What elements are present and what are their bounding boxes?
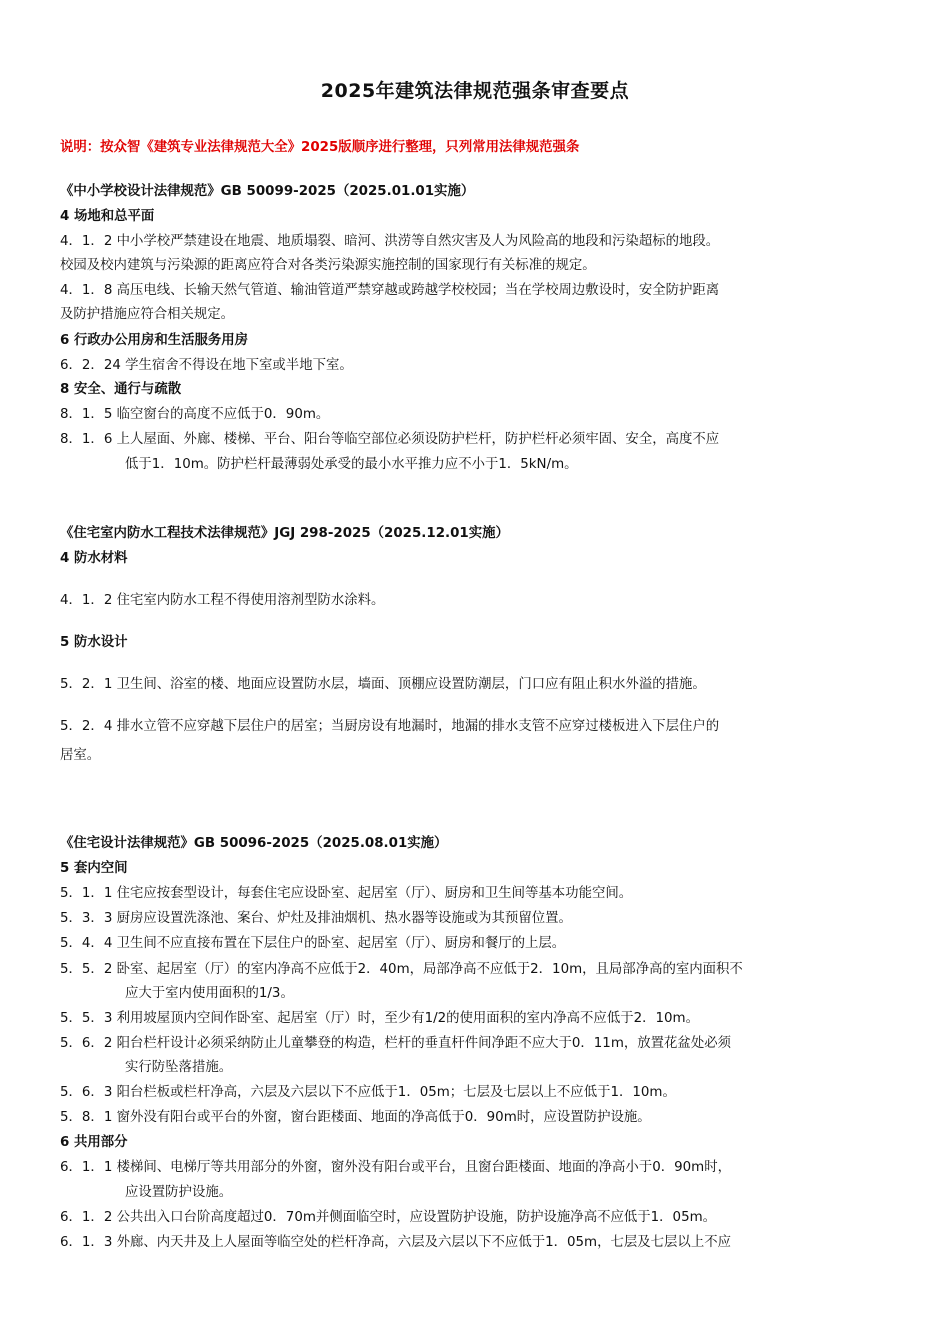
clause-line: 4．1．2 住宅室内防水工程不得使用溶剂型防水涂料。 <box>60 593 385 608</box>
clause-line: 4．1．2 中小学校严禁建设在地震、地质塌裂、暗河、洪涝等自然灾害及人为风险高的地段和污染超标的地段。 <box>60 234 720 249</box>
section-heading: 6 行政办公用房和生活服务用房 <box>60 333 249 348</box>
clause-continuation: 应设置防护设施。 <box>125 1185 233 1200</box>
clause-line: 6．1．2 公共出入口台阶高度超过0．70m并侧面临空时，应设置防护设施，防护设施净高不应低于1．05m。 <box>60 1210 717 1225</box>
clause-line: 居室。 <box>60 748 101 763</box>
standard-header: 《住宅室内防水工程技术法律规范》JGJ 298-2025（2025.12.01实施） <box>60 526 509 541</box>
clause-continuation: 实行防坠落措施。 <box>125 1060 233 1075</box>
clause-line: 5．6．2 阳台栏杆设计必须采纳防止儿童攀登的构造，栏杆的垂直杆件间净距不应大于0．11m，放置花盆处必须 <box>60 1036 731 1051</box>
clause-continuation: 应大于室内使用面积的1/3。 <box>125 986 294 1001</box>
clause-line: 5．4．4 卫生间不应直接布置在下层住户的卧室、起居室（厅）、厨房和餐厅的上层。 <box>60 936 566 951</box>
clause-line: 6．1．1 楼梯间、电梯厅等共用部分的外窗，窗外没有阳台或平台，且窗台距楼面、地面的净高小于0．90m时， <box>60 1160 731 1175</box>
clause-line: 及防护措施应符合相关规定。 <box>60 307 235 322</box>
clause-line: 6．2．24 学生宿舍不得设在地下室或半地下室。 <box>60 358 353 373</box>
standard-header: 《中小学校设计法律规范》GB 50099-2025（2025.01.01实施） <box>60 184 475 199</box>
section-heading: 5 防水设计 <box>60 635 128 650</box>
clause-line: 5．8．1 窗外没有阳台或平台的外窗，窗台距楼面、地面的净高低于0．90m时，应设置防护设施。 <box>60 1110 651 1125</box>
clause-line: 5．3．3 厨房应设置洗涤池、案台、炉灶及排油烟机、热水器等设施或为其预留位置。 <box>60 911 572 926</box>
clause-line: 6．1．3 外廊、内天井及上人屋面等临空处的栏杆净高，六层及六层以下不应低于1．05m，七层及七层以上不应 <box>60 1235 731 1250</box>
clause-line: 5．1．1 住宅应按套型设计，每套住宅应设卧室、起居室（厅）、厨房和卫生间等基本功能空间。 <box>60 886 633 901</box>
clause-continuation: 低于1．10m。防护栏杆最薄弱处承受的最小水平推力应不小于1．5kN/m。 <box>125 457 578 472</box>
explanatory-note: 说明：按众智《建筑专业法律规范大全》2025版顺序进行整理，只列常用法律规范强条 <box>60 140 580 155</box>
clause-line: 8．1．6 上人屋面、外廊、楼梯、平台、阳台等临空部位必须设防护栏杆，防护栏杆必须牢固、安全，高度不应 <box>60 432 720 447</box>
clause-line: 5．6．3 阳台栏板或栏杆净高，六层及六层以下不应低于1．05m；七层及七层以上不应低于1．10m。 <box>60 1085 676 1100</box>
document-title: 2025年建筑法律规范强条审查要点 <box>320 80 630 102</box>
clause-line: 5．2．1 卫生间、浴室的楼、地面应设置防水层，墙面、顶棚应设置防潮层，门口应有阻止积水外溢的措施。 <box>60 677 706 692</box>
clause-line: 5．2．4 排水立管不应穿越下层住户的居室；当厨房设有地漏时，地漏的排水支管不应穿过楼板进入下层住户的 <box>60 719 720 734</box>
standard-header: 《住宅设计法律规范》GB 50096-2025（2025.08.01实施） <box>60 836 448 851</box>
section-heading: 6 共用部分 <box>60 1135 128 1150</box>
clause-line: 8．1．5 临空窗台的高度不应低于0．90m。 <box>60 407 330 422</box>
section-heading: 4 场地和总平面 <box>60 209 155 224</box>
clause-line: 4．1．8 高压电线、长输天然气管道、输油管道严禁穿越或跨越学校校园；当在学校周边敷设时，安全防护距离 <box>60 283 720 298</box>
section-heading: 8 安全、通行与疏散 <box>60 382 182 397</box>
clause-line: 5．5．3 利用坡屋顶内空间作卧室、起居室（厅）时，至少有1/2的使用面积的室内净高不应低于2．10m。 <box>60 1011 699 1026</box>
section-heading: 5 套内空间 <box>60 861 128 876</box>
clause-line: 校园及校内建筑与污染源的距离应符合对各类污染源实施控制的国家现行有关标准的规定。 <box>60 258 596 273</box>
clause-line: 5．5．2 卧室、起居室（厅）的室内净高不应低于2．40m，局部净高不应低于2．10m，且局部净高的室内面积不 <box>60 962 743 977</box>
section-heading: 4 防水材料 <box>60 551 128 566</box>
